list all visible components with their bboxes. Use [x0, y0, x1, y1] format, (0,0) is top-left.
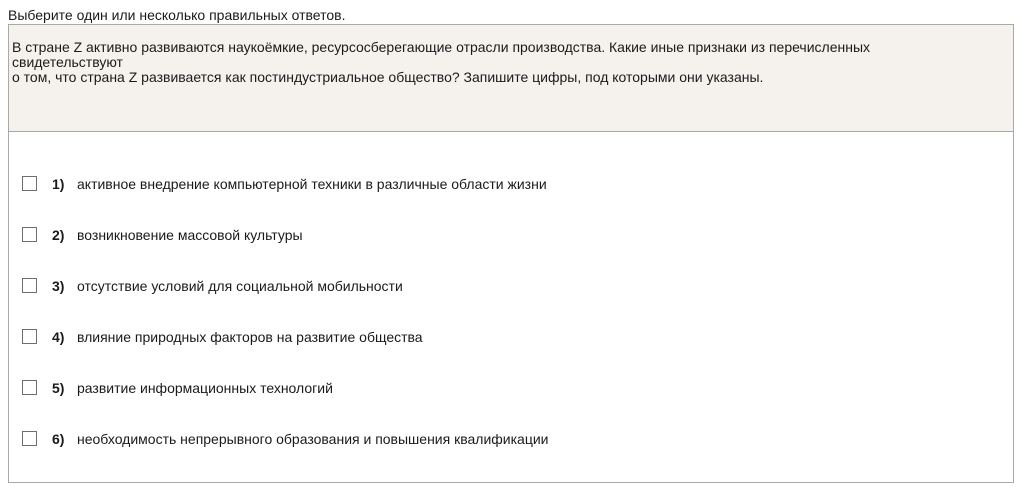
- checkbox-option-1[interactable]: [22, 176, 37, 191]
- option-label: отсутствие условий для социальной мобильности: [77, 278, 403, 294]
- option-label: необходимость непрерывного образования и повышения квалификации: [77, 431, 549, 447]
- option-label: влияние природных факторов на развитие общества: [77, 329, 423, 345]
- question-line: В стране Z активно развиваются наукоёмкие, ресурсосберегающие отрасли производства. Какие иные признаки из перечисленных: [12, 39, 871, 55]
- checkbox-option-4[interactable]: [22, 329, 37, 344]
- option-number: 3): [52, 278, 65, 294]
- option-number: 5): [52, 380, 65, 396]
- option-number: 1): [52, 176, 65, 192]
- checkbox-option-2[interactable]: [22, 227, 37, 242]
- checkbox-option-6[interactable]: [22, 431, 37, 446]
- answer-option-2[interactable]: [9, 223, 1009, 249]
- instruction-text: Выберите один или несколько правильных ответов.: [8, 7, 346, 23]
- option-number: 6): [52, 431, 65, 447]
- option-number: 2): [52, 227, 65, 243]
- answer-option-6[interactable]: [9, 427, 1009, 453]
- answer-option-3[interactable]: [9, 274, 1009, 300]
- answer-option-1[interactable]: [9, 172, 1009, 198]
- checkbox-option-3[interactable]: [22, 278, 37, 293]
- option-label: возникновение массовой культуры: [77, 227, 303, 243]
- checkbox-option-5[interactable]: [22, 380, 37, 395]
- answer-option-4[interactable]: [9, 325, 1009, 351]
- answer-option-5[interactable]: [9, 376, 1009, 402]
- option-number: 4): [52, 329, 65, 345]
- question-line: свидетельствуют: [12, 54, 123, 70]
- question-line: о том, что страна Z развивается как постиндустриальное общество? Запишите цифры, под которыми они указаны.: [12, 69, 764, 85]
- question-stem: [9, 25, 1013, 132]
- question-panel: [8, 24, 1014, 483]
- option-label: развитие информационных технологий: [77, 380, 333, 396]
- option-label: активное внедрение компьютерной техники в различные области жизни: [77, 176, 547, 192]
